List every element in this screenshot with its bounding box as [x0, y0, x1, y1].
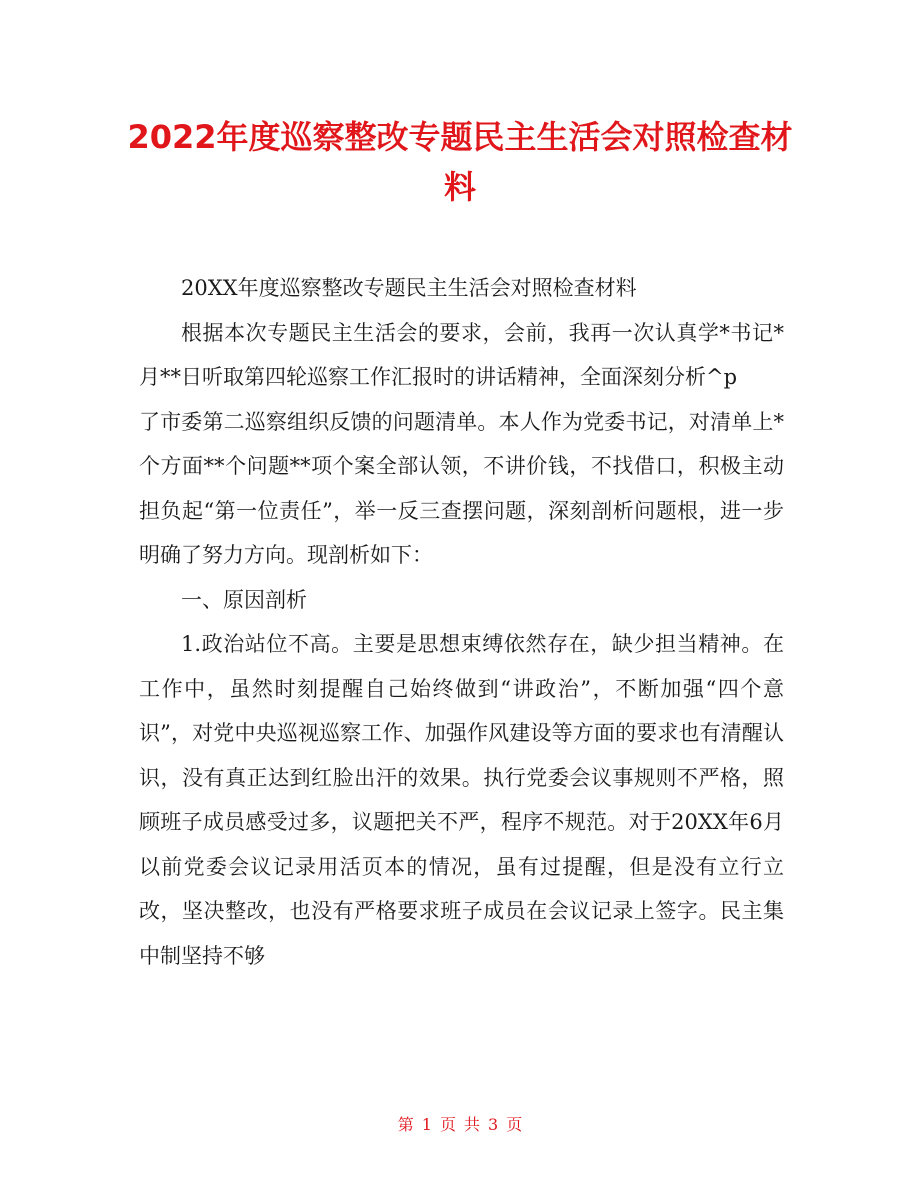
intro-paragraph: 根据本次专题民主生活会的要求，会前，我再一次认真学*书记*月**日听取第四轮巡察工作汇报时的讲话精神，全面深刻分析^p: [139, 320, 784, 389]
footer-total-word: 共: [464, 1115, 481, 1134]
page-footer: [0, 1112, 920, 1135]
problem-list-paragraph: 了市委第二巡察组织反馈的问题清单。本人作为党委书记，对清单上*个方面**个问题**项个案全部认领，不讲价钱，不找借口，积极主动担负起“第一位责任”，举一反三查摆问题，深刻剖析问题根，进一步明确了努力方向。现剖析如下：: [139, 409, 784, 567]
footer-suffix: 页: [506, 1115, 523, 1134]
document-body: [139, 266, 784, 978]
footer-total-pages: 3: [488, 1115, 499, 1134]
section-heading: 一、原因剖析: [181, 587, 307, 612]
footer-current-page: 1: [421, 1115, 432, 1134]
footer-prefix: 第: [397, 1115, 414, 1134]
subtitle-paragraph: 20XX年度巡察整改专题民主生活会对照检查材料: [181, 276, 637, 300]
analysis-paragraph: 1.政治站位不高。主要是思想束缚依然存在，缺少担当精神。在工作中，虽然时刻提醒自己始终做到“讲政治”，不断加强“四个意识”，对党中央巡视巡察工作、加强作风建设等方面的要求也有清醒认识，没有真正达到红脸出汗的效果。执行党委会议事规则不严格，照顾班子成员感受过多，议题把关不严，程序不规范。对于20XX年6月以前党委会议记录用活页本的情况，虽有过提醒，但是没有立行立改，坚决整改，也没有严格要求班子成员在会议记录上签字。民主集中制坚持不够: [139, 632, 784, 968]
document-title: 2022年度巡察整改专题民主生活会对照检查材料: [127, 118, 793, 206]
footer-page-word: 页: [439, 1115, 456, 1134]
